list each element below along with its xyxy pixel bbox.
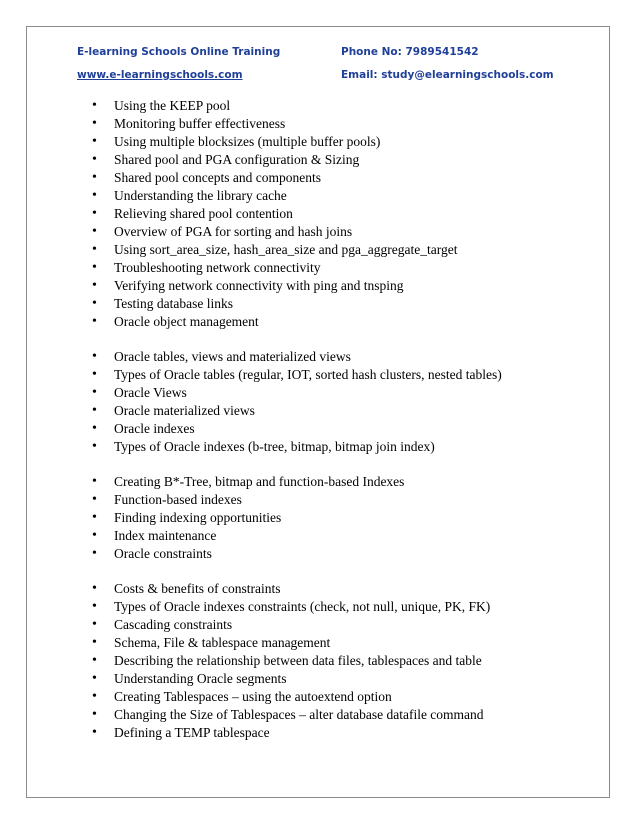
list-item: • Verifying network connectivity with ping and tnsping bbox=[92, 277, 602, 295]
list-item: • Oracle constraints bbox=[92, 545, 602, 563]
list-item: • Function-based indexes bbox=[92, 491, 602, 509]
list-item: • Types of Oracle indexes (b-tree, bitmap, bitmap join index) bbox=[92, 438, 602, 456]
list-item: • Defining a TEMP tablespace bbox=[92, 724, 602, 742]
list-item: • Oracle object management bbox=[92, 313, 602, 331]
list-item: • Using the KEEP pool bbox=[92, 97, 602, 115]
header-org-name: E-learning Schools Online Training bbox=[77, 46, 281, 58]
list-item: • Using multiple blocksizes (multiple buffer pools) bbox=[92, 133, 602, 151]
list-item: • Types of Oracle tables (regular, IOT, sorted hash clusters, nested tables) bbox=[92, 366, 602, 384]
list-item: • Oracle materialized views bbox=[92, 402, 602, 420]
list-item: • Understanding Oracle segments bbox=[92, 670, 602, 688]
list-item: • Cascading constraints bbox=[92, 616, 602, 634]
list-item: • Oracle indexes bbox=[92, 420, 602, 438]
list-item: • Understanding the library cache bbox=[92, 187, 602, 205]
header-email: Email: study@elearningschools.com bbox=[341, 69, 554, 81]
list-item: • Describing the relationship between data files, tablespaces and table bbox=[92, 652, 602, 670]
list-item: • Costs & benefits of constraints bbox=[92, 580, 602, 598]
list-item: • Shared pool concepts and components bbox=[92, 169, 602, 187]
header-phone: Phone No: 7989541542 bbox=[341, 46, 479, 58]
list-item: • Index maintenance bbox=[92, 527, 602, 545]
topic-group-2 bbox=[92, 348, 602, 456]
list-item: • Using sort_area_size, hash_area_size and pga_aggregate_target bbox=[92, 241, 602, 259]
header-website-link[interactable]: www.e-learningschools.com bbox=[77, 69, 243, 81]
list-item: • Changing the Size of Tablespaces – alter database datafile command bbox=[92, 706, 602, 724]
list-item: • Types of Oracle indexes constraints (check, not null, unique, PK, FK) bbox=[92, 598, 602, 616]
list-item: • Testing database links bbox=[92, 295, 602, 313]
list-item: • Creating B*-Tree, bitmap and function-based Indexes bbox=[92, 473, 602, 491]
list-item: • Finding indexing opportunities bbox=[92, 509, 602, 527]
list-item: • Oracle tables, views and materialized views bbox=[92, 348, 602, 366]
topic-group-4 bbox=[92, 580, 602, 742]
list-item: • Troubleshooting network connectivity bbox=[92, 259, 602, 277]
list-item: • Overview of PGA for sorting and hash joins bbox=[92, 223, 602, 241]
list-item: • Schema, File & tablespace management bbox=[92, 634, 602, 652]
topic-group-1 bbox=[92, 97, 602, 331]
topic-list bbox=[92, 97, 602, 742]
topic-group-3 bbox=[92, 473, 602, 563]
list-item: • Monitoring buffer effectiveness bbox=[92, 115, 602, 133]
list-item: • Creating Tablespaces – using the autoextend option bbox=[92, 688, 602, 706]
list-item: • Shared pool and PGA configuration & Sizing bbox=[92, 151, 602, 169]
list-item: • Relieving shared pool contention bbox=[92, 205, 602, 223]
list-item: • Oracle Views bbox=[92, 384, 602, 402]
